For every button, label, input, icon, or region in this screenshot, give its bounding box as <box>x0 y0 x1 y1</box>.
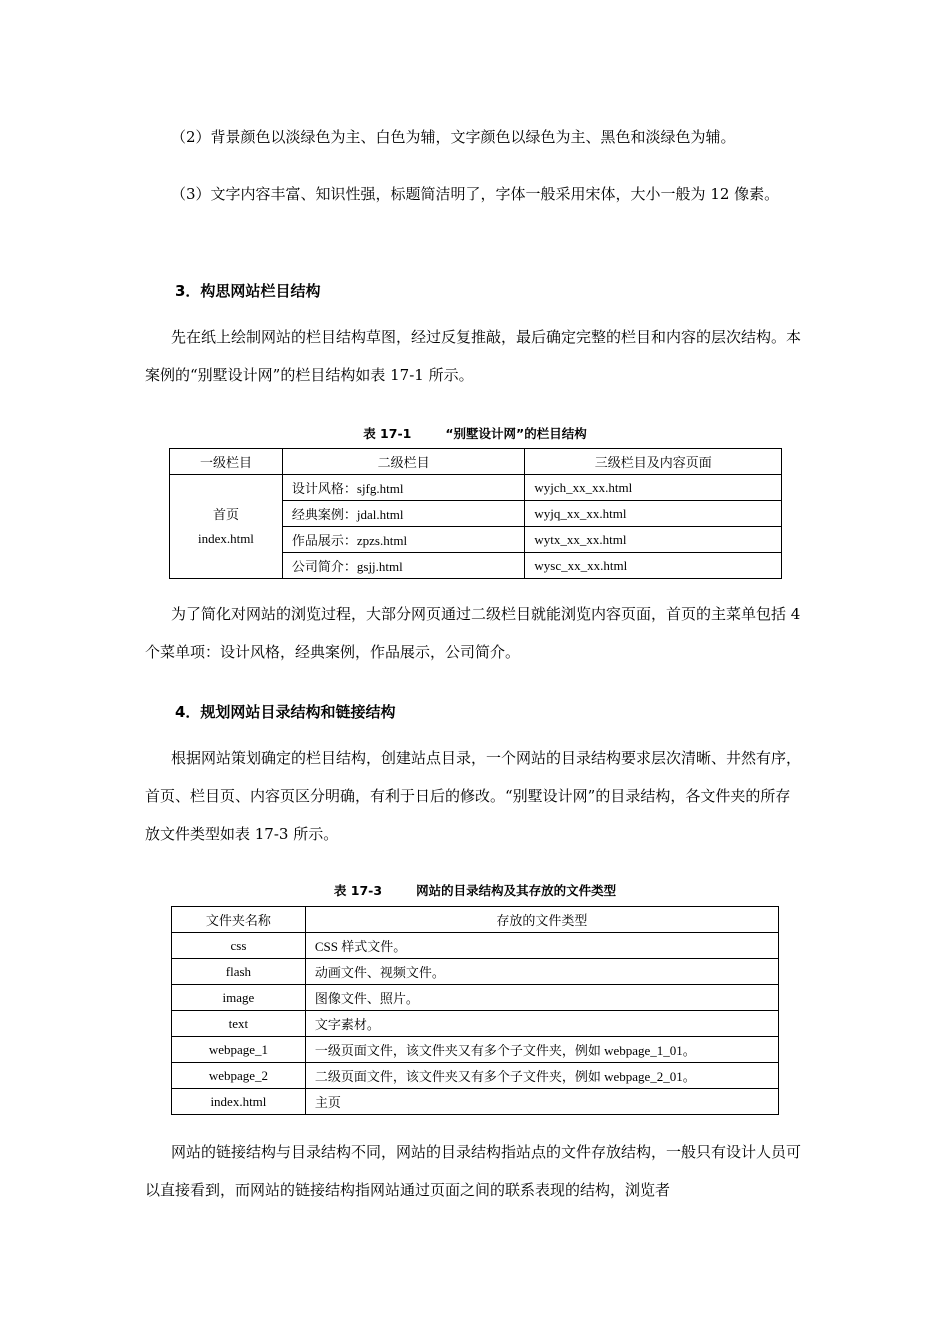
table-row <box>172 933 779 959</box>
column-structure-table <box>169 448 782 579</box>
table2-caption-title: 网站的目录结构及其存放的文件类型 <box>416 883 617 898</box>
paragraph-text-content: （3）文字内容丰富、知识性强，标题简洁明了，字体一般采用宋体，大小一般为 12 像素。 <box>171 185 780 203</box>
table-header-cell: 二级栏目 <box>282 449 525 475</box>
table-cell: wyjq_xx_xx.html <box>525 501 782 527</box>
table1-caption-number: 表 17-1 <box>363 426 412 441</box>
table-row <box>172 1089 779 1115</box>
table-cell: wysc_xx_xx.html <box>525 553 782 579</box>
paragraph-link-structure: 网站的链接结构与目录结构不同，网站的目录结构指站点的文件存放结构，一般只有设计人员可以直接看到，而网站的链接结构指网站通过页面之间的联系表现的结构，浏览者 <box>145 1143 802 1199</box>
file-type-cell: 主页 <box>305 1089 778 1115</box>
table2-caption <box>0 881 950 899</box>
file-type-cell: 二级页面文件，该文件夹又有多个子文件夹，例如 webpage_2_01。 <box>305 1063 778 1089</box>
folder-name-cell: webpage_2 <box>172 1063 306 1089</box>
table-row <box>172 1011 779 1037</box>
table1-caption-title: “别墅设计网”的栏目结构 <box>445 426 587 441</box>
home-file: index.html <box>197 530 254 546</box>
table2-caption-number: 表 17-3 <box>333 883 383 898</box>
paragraph-background-colors: （2）背景颜色以淡绿色为主、白色为辅，文字颜色以绿色为主、黑色和淡绿色为辅。 <box>171 128 736 146</box>
table-cell: 设计风格：sjfg.html <box>282 475 525 501</box>
folder-name-cell: index.html <box>172 1089 306 1115</box>
file-type-cell: 图像文件、照片。 <box>305 985 778 1011</box>
paragraph-simplify-browsing: 为了简化对网站的浏览过程，大部分网页通过二级栏目就能浏览内容页面，首页的主菜单包括 4 个菜单项：设计风格，经典案例，作品展示，公司简介。 <box>145 605 801 661</box>
table-row <box>170 475 782 501</box>
table-cell: wytx_xx_xx.html <box>525 527 782 553</box>
table-row <box>172 959 779 985</box>
folder-name-cell: css <box>172 933 306 959</box>
folder-name-cell: image <box>172 985 306 1011</box>
table1-caption <box>0 424 950 442</box>
folder-name-cell: flash <box>172 959 306 985</box>
table-cell: 作品展示：zpzs.html <box>282 527 525 553</box>
table-header-cell: 一级栏目 <box>170 449 283 475</box>
table-cell: wyjch_xx_xx.html <box>525 475 782 501</box>
file-type-cell: CSS 样式文件。 <box>305 933 778 959</box>
folder-name-cell: text <box>172 1011 306 1037</box>
table-cell: 公司简介：gsjj.html <box>282 553 525 579</box>
heading-directory-structure: 4．规划网站目录结构和链接结构 <box>175 703 396 721</box>
directory-structure-table <box>171 906 779 1115</box>
table-row <box>172 985 779 1011</box>
home-label: 首页 <box>212 506 239 522</box>
file-type-cell: 动画文件、视频文件。 <box>305 959 778 985</box>
table-row <box>172 1063 779 1089</box>
home-cell <box>170 475 283 579</box>
paragraph-column-sketch: 先在纸上绘制网站的栏目结构草图，经过反复推敲，最后确定完整的栏目和内容的层次结构。本案例的“别墅设计网”的栏目结构如表 17-1 所示。 <box>145 328 802 384</box>
table-row <box>172 1037 779 1063</box>
table-header-row <box>172 907 779 933</box>
table-header-cell: 存放的文件类型 <box>305 907 778 933</box>
paragraph-site-directory: 根据网站策划确定的栏目结构，创建站点目录，一个网站的目录结构要求层次清晰、井然有序，首页、栏目页、内容页区分明确，有利于日后的修改。“别墅设计网”的目录结构，各文件夹的所存放文件类型如表 17-3 所示。 <box>145 749 802 843</box>
file-type-cell: 文字素材。 <box>305 1011 778 1037</box>
heading-column-structure: 3．构思网站栏目结构 <box>175 282 321 300</box>
file-type-cell: 一级页面文件，该文件夹又有多个子文件夹，例如 webpage_1_01。 <box>305 1037 778 1063</box>
table-header-cell: 文件夹名称 <box>172 907 306 933</box>
table-header-cell: 三级栏目及内容页面 <box>525 449 782 475</box>
table-cell: 经典案例：jdal.html <box>282 501 525 527</box>
table-header-row <box>170 449 782 475</box>
folder-name-cell: webpage_1 <box>172 1037 306 1063</box>
